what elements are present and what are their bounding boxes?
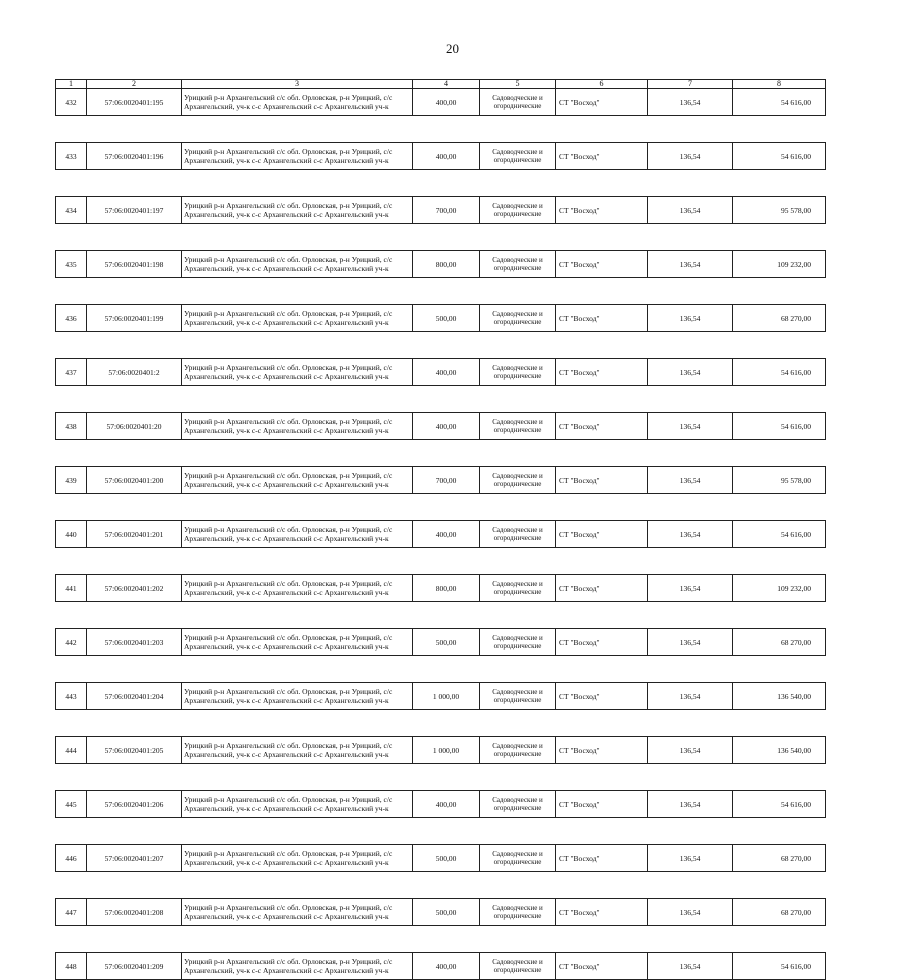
land-use-line-1: Садоводческие и: [492, 634, 543, 642]
row-gap: [56, 818, 826, 845]
rate-cell: 136,54: [648, 521, 733, 548]
land-use-line-2: огороднические: [493, 372, 542, 380]
cadastral-number-cell: 57:06:0020401:196: [87, 143, 182, 170]
row-number-cell: 442: [56, 629, 87, 656]
row-gap: [56, 602, 826, 629]
row-number-cell: 445: [56, 791, 87, 818]
row-number-cell: 436: [56, 305, 87, 332]
address-cell: [182, 359, 413, 386]
row-gap: [56, 926, 826, 953]
land-use-line-2: огороднические: [493, 912, 542, 920]
address-cell: [182, 197, 413, 224]
address-line-2: Архангельский, уч-к с-с Архангельский с-с Архангельский уч-к: [184, 102, 389, 111]
table-row: [56, 467, 826, 494]
area-cell: 1 000,00: [413, 683, 480, 710]
row-gap-cell: [56, 548, 826, 575]
cadastral-number-cell: 57:06:0020401:20: [87, 413, 182, 440]
owner-cell: СТ "Восход": [556, 845, 648, 872]
cadastral-number-cell: 57:06:0020401:207: [87, 845, 182, 872]
address-cell: [182, 629, 413, 656]
land-use-line-1: Садоводческие и: [492, 94, 543, 102]
table-row: [56, 629, 826, 656]
rate-cell: 136,54: [648, 143, 733, 170]
address-line-2: Архангельский, уч-к с-с Архангельский с-с Архангельский уч-к: [184, 588, 389, 597]
address-cell: [182, 791, 413, 818]
row-number-cell: 441: [56, 575, 87, 602]
land-use-line-2: огороднические: [493, 804, 542, 812]
owner-cell: СТ "Восход": [556, 359, 648, 386]
row-gap: [56, 710, 826, 737]
row-gap: [56, 224, 826, 251]
address-line-1: Урицкий р-н Архангельский с/с обл. Орловская, р-н Урицкий, с/с: [184, 579, 393, 588]
address-line-2: Архангельский, уч-к с-с Архангельский с-с Архангельский уч-к: [184, 912, 389, 921]
cadastral-value-cell: 68 270,00: [733, 629, 826, 656]
land-use-cell: [480, 683, 556, 710]
cadastral-value-cell: 54 616,00: [733, 953, 826, 980]
owner-cell: СТ "Восход": [556, 305, 648, 332]
row-number-cell: 438: [56, 413, 87, 440]
land-use-line-2: огороднические: [493, 858, 542, 866]
land-use-line-2: огороднические: [493, 966, 542, 974]
address-line-1: Урицкий р-н Архангельский с/с обл. Орловская, р-н Урицкий, с/с: [184, 93, 393, 102]
area-cell: 400,00: [413, 791, 480, 818]
column-header: 3: [182, 80, 413, 89]
row-gap-cell: [56, 926, 826, 953]
area-cell: 700,00: [413, 467, 480, 494]
land-use-cell: [480, 791, 556, 818]
address-line-1: Урицкий р-н Архангельский с/с обл. Орловская, р-н Урицкий, с/с: [184, 363, 393, 372]
row-gap-cell: [56, 656, 826, 683]
row-gap: [56, 548, 826, 575]
column-header: 4: [413, 80, 480, 89]
area-cell: 500,00: [413, 899, 480, 926]
land-use-line-2: огороднические: [493, 696, 542, 704]
column-header: 2: [87, 80, 182, 89]
table-row: [56, 143, 826, 170]
address-cell: [182, 575, 413, 602]
cadastral-value-cell: 95 578,00: [733, 467, 826, 494]
page-number: 20: [446, 41, 459, 56]
address-line-2: Архангельский, уч-к с-с Архангельский с-с Архангельский уч-к: [184, 966, 389, 975]
cadastral-number-cell: 57:06:0020401:201: [87, 521, 182, 548]
rate-cell: 136,54: [648, 737, 733, 764]
land-use-cell: [480, 953, 556, 980]
land-use-line-2: огороднические: [493, 480, 542, 488]
address-line-2: Архангельский, уч-к с-с Архангельский с-с Архангельский уч-к: [184, 264, 389, 273]
cadastral-number-cell: 57:06:0020401:197: [87, 197, 182, 224]
table-row: [56, 413, 826, 440]
owner-cell: СТ "Восход": [556, 197, 648, 224]
rate-cell: 136,54: [648, 197, 733, 224]
cadastral-value-cell: 109 232,00: [733, 251, 826, 278]
cadastral-number-cell: 57:06:0020401:206: [87, 791, 182, 818]
row-number-cell: 444: [56, 737, 87, 764]
address-cell: [182, 899, 413, 926]
column-header: 8: [733, 80, 826, 89]
address-cell: [182, 305, 413, 332]
column-header: 5: [480, 80, 556, 89]
land-use-cell: [480, 197, 556, 224]
cadastral-value-cell: 54 616,00: [733, 143, 826, 170]
row-gap-cell: [56, 440, 826, 467]
area-cell: 500,00: [413, 305, 480, 332]
owner-cell: СТ "Восход": [556, 899, 648, 926]
row-gap-cell: [56, 494, 826, 521]
land-use-line-1: Садоводческие и: [492, 796, 543, 804]
row-number-cell: 437: [56, 359, 87, 386]
land-use-line-2: огороднические: [493, 156, 542, 164]
table-row: [56, 305, 826, 332]
land-use-line-2: огороднические: [493, 750, 542, 758]
address-cell: [182, 521, 413, 548]
land-use-line-1: Садоводческие и: [492, 958, 543, 966]
address-line-2: Архангельский, уч-к с-с Архангельский с-с Архангельский уч-к: [184, 156, 389, 165]
land-use-cell: [480, 251, 556, 278]
land-use-line-2: огороднические: [493, 318, 542, 326]
row-gap: [56, 764, 826, 791]
address-line-1: Урицкий р-н Архангельский с/с обл. Орловская, р-н Урицкий, с/с: [184, 255, 393, 264]
address-line-1: Урицкий р-н Архангельский с/с обл. Орловская, р-н Урицкий, с/с: [184, 147, 393, 156]
address-cell: [182, 143, 413, 170]
address-line-1: Урицкий р-н Архангельский с/с обл. Орловская, р-н Урицкий, с/с: [184, 633, 393, 642]
land-use-cell: [480, 413, 556, 440]
cadastral-number-cell: 57:06:0020401:199: [87, 305, 182, 332]
row-gap: [56, 440, 826, 467]
area-cell: 1 000,00: [413, 737, 480, 764]
row-gap: [56, 332, 826, 359]
cadastral-value-cell: 54 616,00: [733, 89, 826, 116]
area-cell: 800,00: [413, 575, 480, 602]
rate-cell: 136,54: [648, 305, 733, 332]
rate-cell: 136,54: [648, 899, 733, 926]
cadastral-value-cell: 95 578,00: [733, 197, 826, 224]
address-line-2: Архангельский, уч-к с-с Архангельский с-с Архангельский уч-к: [184, 534, 389, 543]
table-row: [56, 89, 826, 116]
land-use-line-1: Садоводческие и: [492, 202, 543, 210]
rate-cell: 136,54: [648, 359, 733, 386]
land-use-line-1: Садоводческие и: [492, 148, 543, 156]
row-gap-cell: [56, 872, 826, 899]
cadastral-number-cell: 57:06:0020401:208: [87, 899, 182, 926]
land-use-line-1: Садоводческие и: [492, 850, 543, 858]
land-use-line-1: Садоводческие и: [492, 688, 543, 696]
column-header: 1: [56, 80, 87, 89]
table-row: [56, 575, 826, 602]
land-use-cell: [480, 629, 556, 656]
address-line-2: Архангельский, уч-к с-с Архангельский с-с Архангельский уч-к: [184, 210, 389, 219]
rate-cell: 136,54: [648, 89, 733, 116]
address-line-1: Урицкий р-н Архангельский с/с обл. Орловская, р-н Урицкий, с/с: [184, 849, 393, 858]
land-use-line-2: огороднические: [493, 102, 542, 110]
address-cell: [182, 467, 413, 494]
owner-cell: СТ "Восход": [556, 953, 648, 980]
land-use-cell: [480, 467, 556, 494]
address-line-2: Архангельский, уч-к с-с Архангельский с-с Архангельский уч-к: [184, 750, 389, 759]
address-line-1: Урицкий р-н Архангельский с/с обл. Орловская, р-н Урицкий, с/с: [184, 741, 393, 750]
table-row: [56, 683, 826, 710]
area-cell: 500,00: [413, 845, 480, 872]
cadastral-number-cell: 57:06:0020401:198: [87, 251, 182, 278]
address-cell: [182, 737, 413, 764]
land-use-line-1: Садоводческие и: [492, 904, 543, 912]
area-cell: 400,00: [413, 359, 480, 386]
cadastral-number-cell: 57:06:0020401:205: [87, 737, 182, 764]
owner-cell: СТ "Восход": [556, 521, 648, 548]
land-use-cell: [480, 845, 556, 872]
row-number-cell: 439: [56, 467, 87, 494]
land-use-cell: [480, 575, 556, 602]
rate-cell: 136,54: [648, 467, 733, 494]
rate-cell: 136,54: [648, 575, 733, 602]
land-use-line-2: огороднические: [493, 264, 542, 272]
row-gap: [56, 116, 826, 143]
row-gap-cell: [56, 278, 826, 305]
land-use-line-1: Садоводческие и: [492, 364, 543, 372]
table-row: [56, 845, 826, 872]
owner-cell: СТ "Восход": [556, 629, 648, 656]
owner-cell: СТ "Восход": [556, 467, 648, 494]
cadastral-value-cell: 54 616,00: [733, 521, 826, 548]
cadastral-value-cell: 68 270,00: [733, 305, 826, 332]
rate-cell: 136,54: [648, 791, 733, 818]
row-number-cell: 433: [56, 143, 87, 170]
address-cell: [182, 251, 413, 278]
column-header: 7: [648, 80, 733, 89]
address-line-1: Урицкий р-н Архангельский с/с обл. Орловская, р-н Урицкий, с/с: [184, 687, 393, 696]
address-line-2: Архангельский, уч-к с-с Архангельский с-с Архангельский уч-к: [184, 696, 389, 705]
owner-cell: СТ "Восход": [556, 413, 648, 440]
owner-cell: СТ "Восход": [556, 683, 648, 710]
table-row: [56, 521, 826, 548]
land-use-cell: [480, 359, 556, 386]
address-line-1: Урицкий р-н Архангельский с/с обл. Орловская, р-н Урицкий, с/с: [184, 525, 393, 534]
address-line-1: Урицкий р-н Архангельский с/с обл. Орловская, р-н Урицкий, с/с: [184, 795, 393, 804]
cadastral-value-cell: 54 616,00: [733, 413, 826, 440]
row-gap: [56, 872, 826, 899]
column-header: 6: [556, 80, 648, 89]
cadastral-value-cell: 54 616,00: [733, 359, 826, 386]
address-line-2: Архангельский, уч-к с-с Архангельский с-с Архангельский уч-к: [184, 372, 389, 381]
row-gap: [56, 278, 826, 305]
row-gap-cell: [56, 710, 826, 737]
address-line-2: Архангельский, уч-к с-с Архангельский с-с Архангельский уч-к: [184, 804, 389, 813]
address-line-1: Урицкий р-н Архангельский с/с обл. Орловская, р-н Урицкий, с/с: [184, 903, 393, 912]
address-line-2: Архангельский, уч-к с-с Архангельский с-с Архангельский уч-к: [184, 318, 389, 327]
rate-cell: 136,54: [648, 629, 733, 656]
row-gap-cell: [56, 116, 826, 143]
owner-cell: СТ "Восход": [556, 89, 648, 116]
cadastral-number-cell: 57:06:0020401:209: [87, 953, 182, 980]
land-use-line-2: огороднические: [493, 534, 542, 542]
row-number-cell: 446: [56, 845, 87, 872]
owner-cell: СТ "Восход": [556, 575, 648, 602]
rate-cell: 136,54: [648, 953, 733, 980]
land-use-cell: [480, 737, 556, 764]
land-use-cell: [480, 305, 556, 332]
table-body: [56, 89, 826, 980]
rate-cell: 136,54: [648, 251, 733, 278]
land-use-line-2: огороднические: [493, 642, 542, 650]
row-number-cell: 432: [56, 89, 87, 116]
cadastral-number-cell: 57:06:0020401:204: [87, 683, 182, 710]
area-cell: 500,00: [413, 629, 480, 656]
row-gap-cell: [56, 818, 826, 845]
row-gap-cell: [56, 170, 826, 197]
row-gap: [56, 656, 826, 683]
address-line-2: Архангельский, уч-к с-с Архангельский с-с Архангельский уч-к: [184, 480, 389, 489]
row-gap: [56, 170, 826, 197]
rate-cell: 136,54: [648, 845, 733, 872]
address-line-1: Урицкий р-н Архангельский с/с обл. Орловская, р-н Урицкий, с/с: [184, 957, 393, 966]
table-row: [56, 359, 826, 386]
table-row: [56, 791, 826, 818]
area-cell: 800,00: [413, 251, 480, 278]
table-row: [56, 953, 826, 980]
row-gap-cell: [56, 224, 826, 251]
address-cell: [182, 413, 413, 440]
owner-cell: СТ "Восход": [556, 251, 648, 278]
row-gap-cell: [56, 332, 826, 359]
table-row: [56, 737, 826, 764]
address-cell: [182, 845, 413, 872]
land-use-line-1: Садоводческие и: [492, 256, 543, 264]
row-number-cell: 440: [56, 521, 87, 548]
address-cell: [182, 89, 413, 116]
area-cell: 700,00: [413, 197, 480, 224]
address-cell: [182, 953, 413, 980]
owner-cell: СТ "Восход": [556, 737, 648, 764]
address-line-1: Урицкий р-н Архангельский с/с обл. Орловская, р-н Урицкий, с/с: [184, 309, 393, 318]
address-line-2: Архангельский, уч-к с-с Архангельский с-с Архангельский уч-к: [184, 642, 389, 651]
row-gap-cell: [56, 386, 826, 413]
column-number-row: [56, 80, 826, 89]
area-cell: 400,00: [413, 953, 480, 980]
area-cell: 400,00: [413, 89, 480, 116]
land-use-line-2: огороднические: [493, 210, 542, 218]
row-gap: [56, 386, 826, 413]
row-gap: [56, 494, 826, 521]
land-use-cell: [480, 521, 556, 548]
land-use-cell: [480, 899, 556, 926]
row-number-cell: 447: [56, 899, 87, 926]
table-row: [56, 899, 826, 926]
table-row: [56, 251, 826, 278]
cadastral-value-cell: 68 270,00: [733, 899, 826, 926]
area-cell: 400,00: [413, 521, 480, 548]
row-number-cell: 434: [56, 197, 87, 224]
land-use-cell: [480, 143, 556, 170]
land-use-line-1: Садоводческие и: [492, 472, 543, 480]
cadastral-value-cell: 136 540,00: [733, 737, 826, 764]
rate-cell: 136,54: [648, 413, 733, 440]
owner-cell: СТ "Восход": [556, 791, 648, 818]
cadastral-number-cell: 57:06:0020401:200: [87, 467, 182, 494]
cadastral-value-cell: 136 540,00: [733, 683, 826, 710]
row-number-cell: 443: [56, 683, 87, 710]
area-cell: 400,00: [413, 143, 480, 170]
address-line-2: Архангельский, уч-к с-с Архангельский с-с Архангельский уч-к: [184, 426, 389, 435]
land-use-cell: [480, 89, 556, 116]
cadastral-number-cell: 57:06:0020401:203: [87, 629, 182, 656]
land-use-line-1: Садоводческие и: [492, 310, 543, 318]
owner-cell: СТ "Восход": [556, 143, 648, 170]
land-use-line-1: Садоводческие и: [492, 742, 543, 750]
land-plots-table: [55, 79, 826, 980]
row-gap-cell: [56, 602, 826, 629]
cadastral-value-cell: 68 270,00: [733, 845, 826, 872]
table-row: [56, 197, 826, 224]
land-use-line-1: Садоводческие и: [492, 526, 543, 534]
rate-cell: 136,54: [648, 683, 733, 710]
address-line-1: Урицкий р-н Архангельский с/с обл. Орловская, р-н Урицкий, с/с: [184, 417, 393, 426]
cadastral-number-cell: 57:06:0020401:2: [87, 359, 182, 386]
land-use-line-2: огороднические: [493, 588, 542, 596]
cadastral-number-cell: 57:06:0020401:195: [87, 89, 182, 116]
land-use-line-2: огороднические: [493, 426, 542, 434]
row-number-cell: 448: [56, 953, 87, 980]
land-use-line-1: Садоводческие и: [492, 418, 543, 426]
address-line-1: Урицкий р-н Архангельский с/с обл. Орловская, р-н Урицкий, с/с: [184, 471, 393, 480]
cadastral-value-cell: 109 232,00: [733, 575, 826, 602]
cadastral-number-cell: 57:06:0020401:202: [87, 575, 182, 602]
cadastral-value-cell: 54 616,00: [733, 791, 826, 818]
land-use-line-1: Садоводческие и: [492, 580, 543, 588]
address-cell: [182, 683, 413, 710]
row-number-cell: 435: [56, 251, 87, 278]
address-line-2: Архангельский, уч-к с-с Архангельский с-с Архангельский уч-к: [184, 858, 389, 867]
row-gap-cell: [56, 764, 826, 791]
address-line-1: Урицкий р-н Архангельский с/с обл. Орловская, р-н Урицкий, с/с: [184, 201, 393, 210]
area-cell: 400,00: [413, 413, 480, 440]
